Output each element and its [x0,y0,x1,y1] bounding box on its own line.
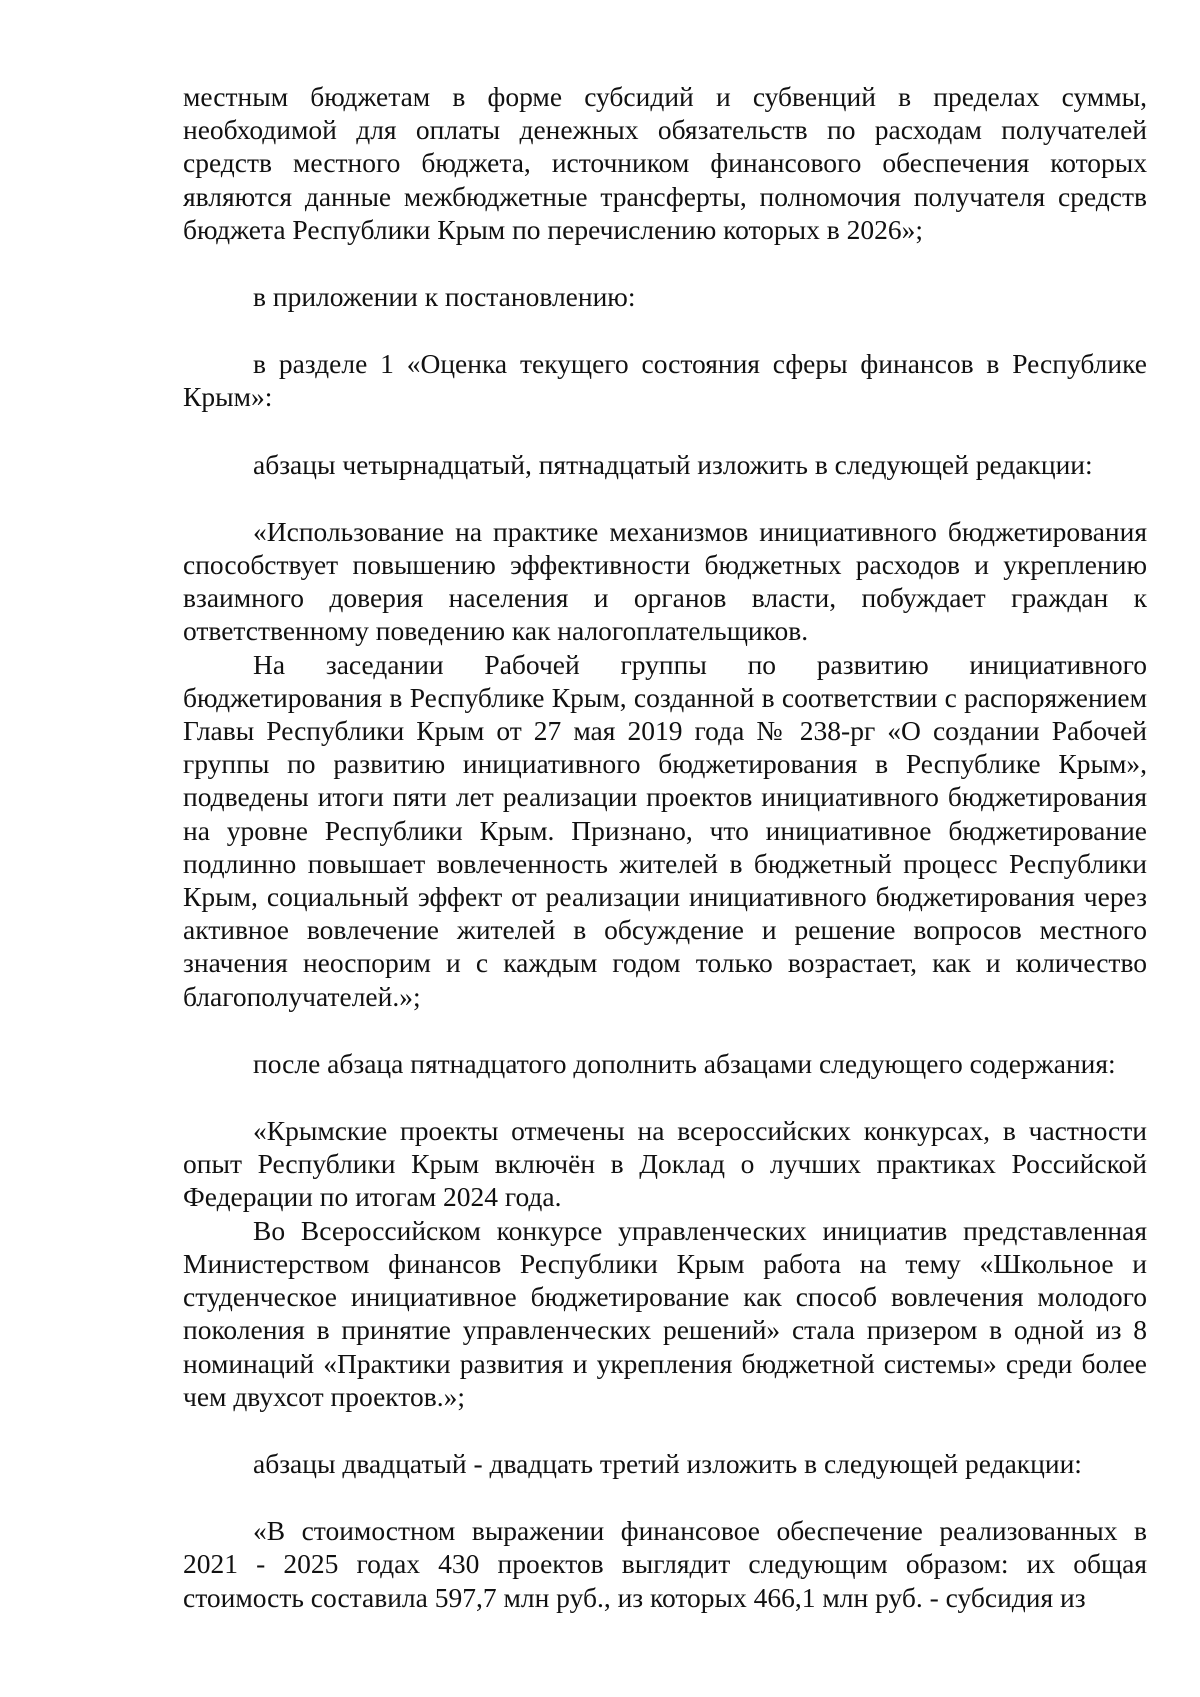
paragraph-amend-14-15: абзацы четырнадцатый, пятнадцатый изложить в следующей редакции: [253,448,1093,480]
paragraph-working-group: На заседании Рабочей группы по развитию инициативного бюджетирования в Республике Крым, созданной в соответствии с распоряжением Главы Республики Крым от 27 мая 2019 года № 238-рг «О создании Рабочей группы по развитию инициативного бюджетирования в Республике Крым», подведены итоги пяти лет реализации проектов инициативного бюджетирования на уровне Республики Крым. Признано, что инициативное бюджетирование подлинно повышает вовлеченность жителей в бюджетный процесс Республики Крым, социальный эффект от реализации инициативного бюджетирования через активное вовлечение жителей в обсуждение и решение вопросов местного значения неоспорим и с каждым годом только возрастает, как и количество благополучателей.»; [183,648,1147,1012]
paragraph-appendix-intro: в приложении к постановлению: [253,281,636,313]
paragraph-continuation: местным бюджетам в форме субсидий и субвенций в пределах суммы, необходимой для оплаты денежных обязательств по расходам получателей средств местного бюджета, источником финансового обеспечения которых являются данные межбюджетные трансферты, полномочия получателя средств бюджета Республики Крым по перечислению которых в 2026»; [183,81,1147,245]
paragraph-quote-financing: «В стоимостном выражении финансовое обеспечение реализованных в 2021 - 2025 годах 430 проектов выглядит следующим образом: их общая стоимость составила 597,7 млн руб., из которых 466,1 млн руб. - субсидия из [183,1515,1147,1613]
document-page [183,80,1147,1614]
paragraph-quote-crimean-projects: «Крымские проекты отмечены на всероссийских конкурсах, в частности опыт Республики Крым включён в Доклад о лучших практиках Российской Федерации по итогам 2024 года. [183,1115,1147,1213]
paragraph-amend-20-23: абзацы двадцатый - двадцать третий изложить в следующей редакции: [253,1447,1082,1479]
paragraph-section-1: в разделе 1 «Оценка текущего состояния сферы финансов в Республике Крым»: [183,348,1147,413]
paragraph-competition: Во Всероссийском конкурсе управленческих инициатив представленная Министерством финансов Республики Крым работа на тему «Школьное и студенческое инициативное бюджетирование как способ вовлечения молодого поколения в принятие управленческих решений» стала призером в одной из 8 номинаций «Практики развития и укрепления бюджетной системы» среди более чем двухсот проектов.»; [183,1214,1147,1412]
paragraph-add-after-15: после абзаца пятнадцатого дополнить абзацами следующего содержания: [253,1047,1116,1079]
paragraph-quote-initiative-budgeting: «Использование на практике механизмов инициативного бюджетирования способствует повышению эффективности бюджетных расходов и укреплению взаимного доверия населения и органов власти, побуждает граждан к ответственному поведению как налогоплательщиков. [183,515,1147,647]
